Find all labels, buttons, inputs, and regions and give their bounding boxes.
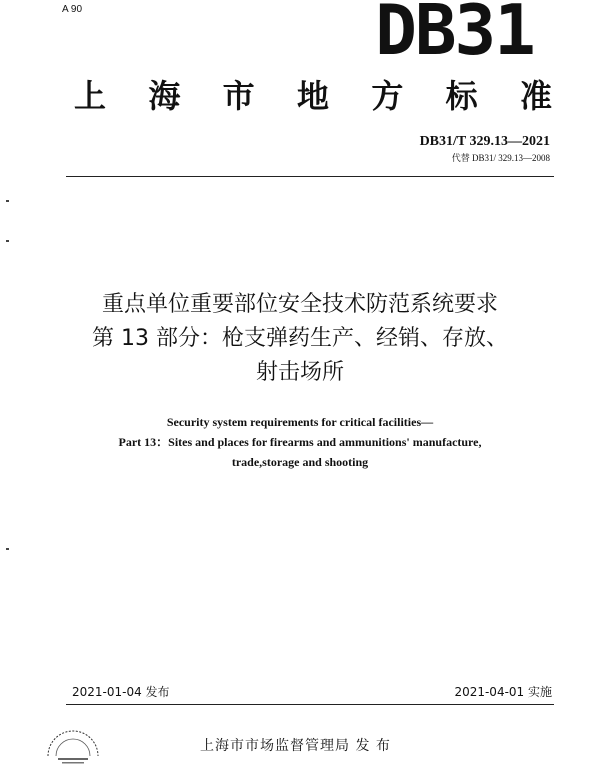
issue-date: 2021-01-04 发布 bbox=[72, 685, 170, 699]
chinese-title-line: 重点单位重要部位安全技术防范系统要求 bbox=[101, 292, 498, 317]
db31-logo bbox=[374, 0, 534, 71]
category-char: 市 bbox=[222, 77, 255, 115]
implementation-date: 2021-04-01 实施 bbox=[454, 685, 552, 699]
scan-mark bbox=[6, 200, 9, 202]
standard-number: DB31/T 329.13—2021 bbox=[419, 134, 550, 149]
category-char: 上 bbox=[74, 77, 107, 115]
issuing-authority: 上海市市场监督管理局 发 布 bbox=[200, 738, 391, 754]
logo-text: DB31 bbox=[374, 0, 534, 71]
english-title-line: trade,storage and shooting bbox=[231, 455, 369, 469]
english-title-line: Security system requirements for critical facilities— bbox=[166, 415, 434, 429]
footer-divider bbox=[66, 704, 554, 705]
scan-mark bbox=[6, 240, 9, 242]
chinese-title-line: 射击场所 bbox=[255, 360, 344, 385]
issuer-seal-icon bbox=[42, 726, 104, 766]
chinese-title bbox=[40, 288, 560, 390]
chinese-title-line: 第 13 部分：枪支弹药生产、经销、存放、 bbox=[92, 326, 508, 351]
english-title-line: Part 13：Sites and places for firearms and ammunitions' manufacture, bbox=[118, 435, 482, 449]
category-char: 准 bbox=[519, 77, 552, 115]
english-title bbox=[60, 412, 540, 472]
category-char: 海 bbox=[148, 77, 181, 115]
replaces-standard: 代替 DB31/ 329.13—2008 bbox=[451, 153, 550, 163]
scan-mark bbox=[6, 548, 9, 550]
category-char: 方 bbox=[371, 77, 404, 115]
category-char: 标 bbox=[445, 77, 478, 115]
ics-code: A 90 bbox=[62, 4, 83, 15]
category-char: 地 bbox=[296, 77, 329, 115]
standard-category-title bbox=[74, 76, 552, 116]
header-divider bbox=[66, 176, 554, 177]
